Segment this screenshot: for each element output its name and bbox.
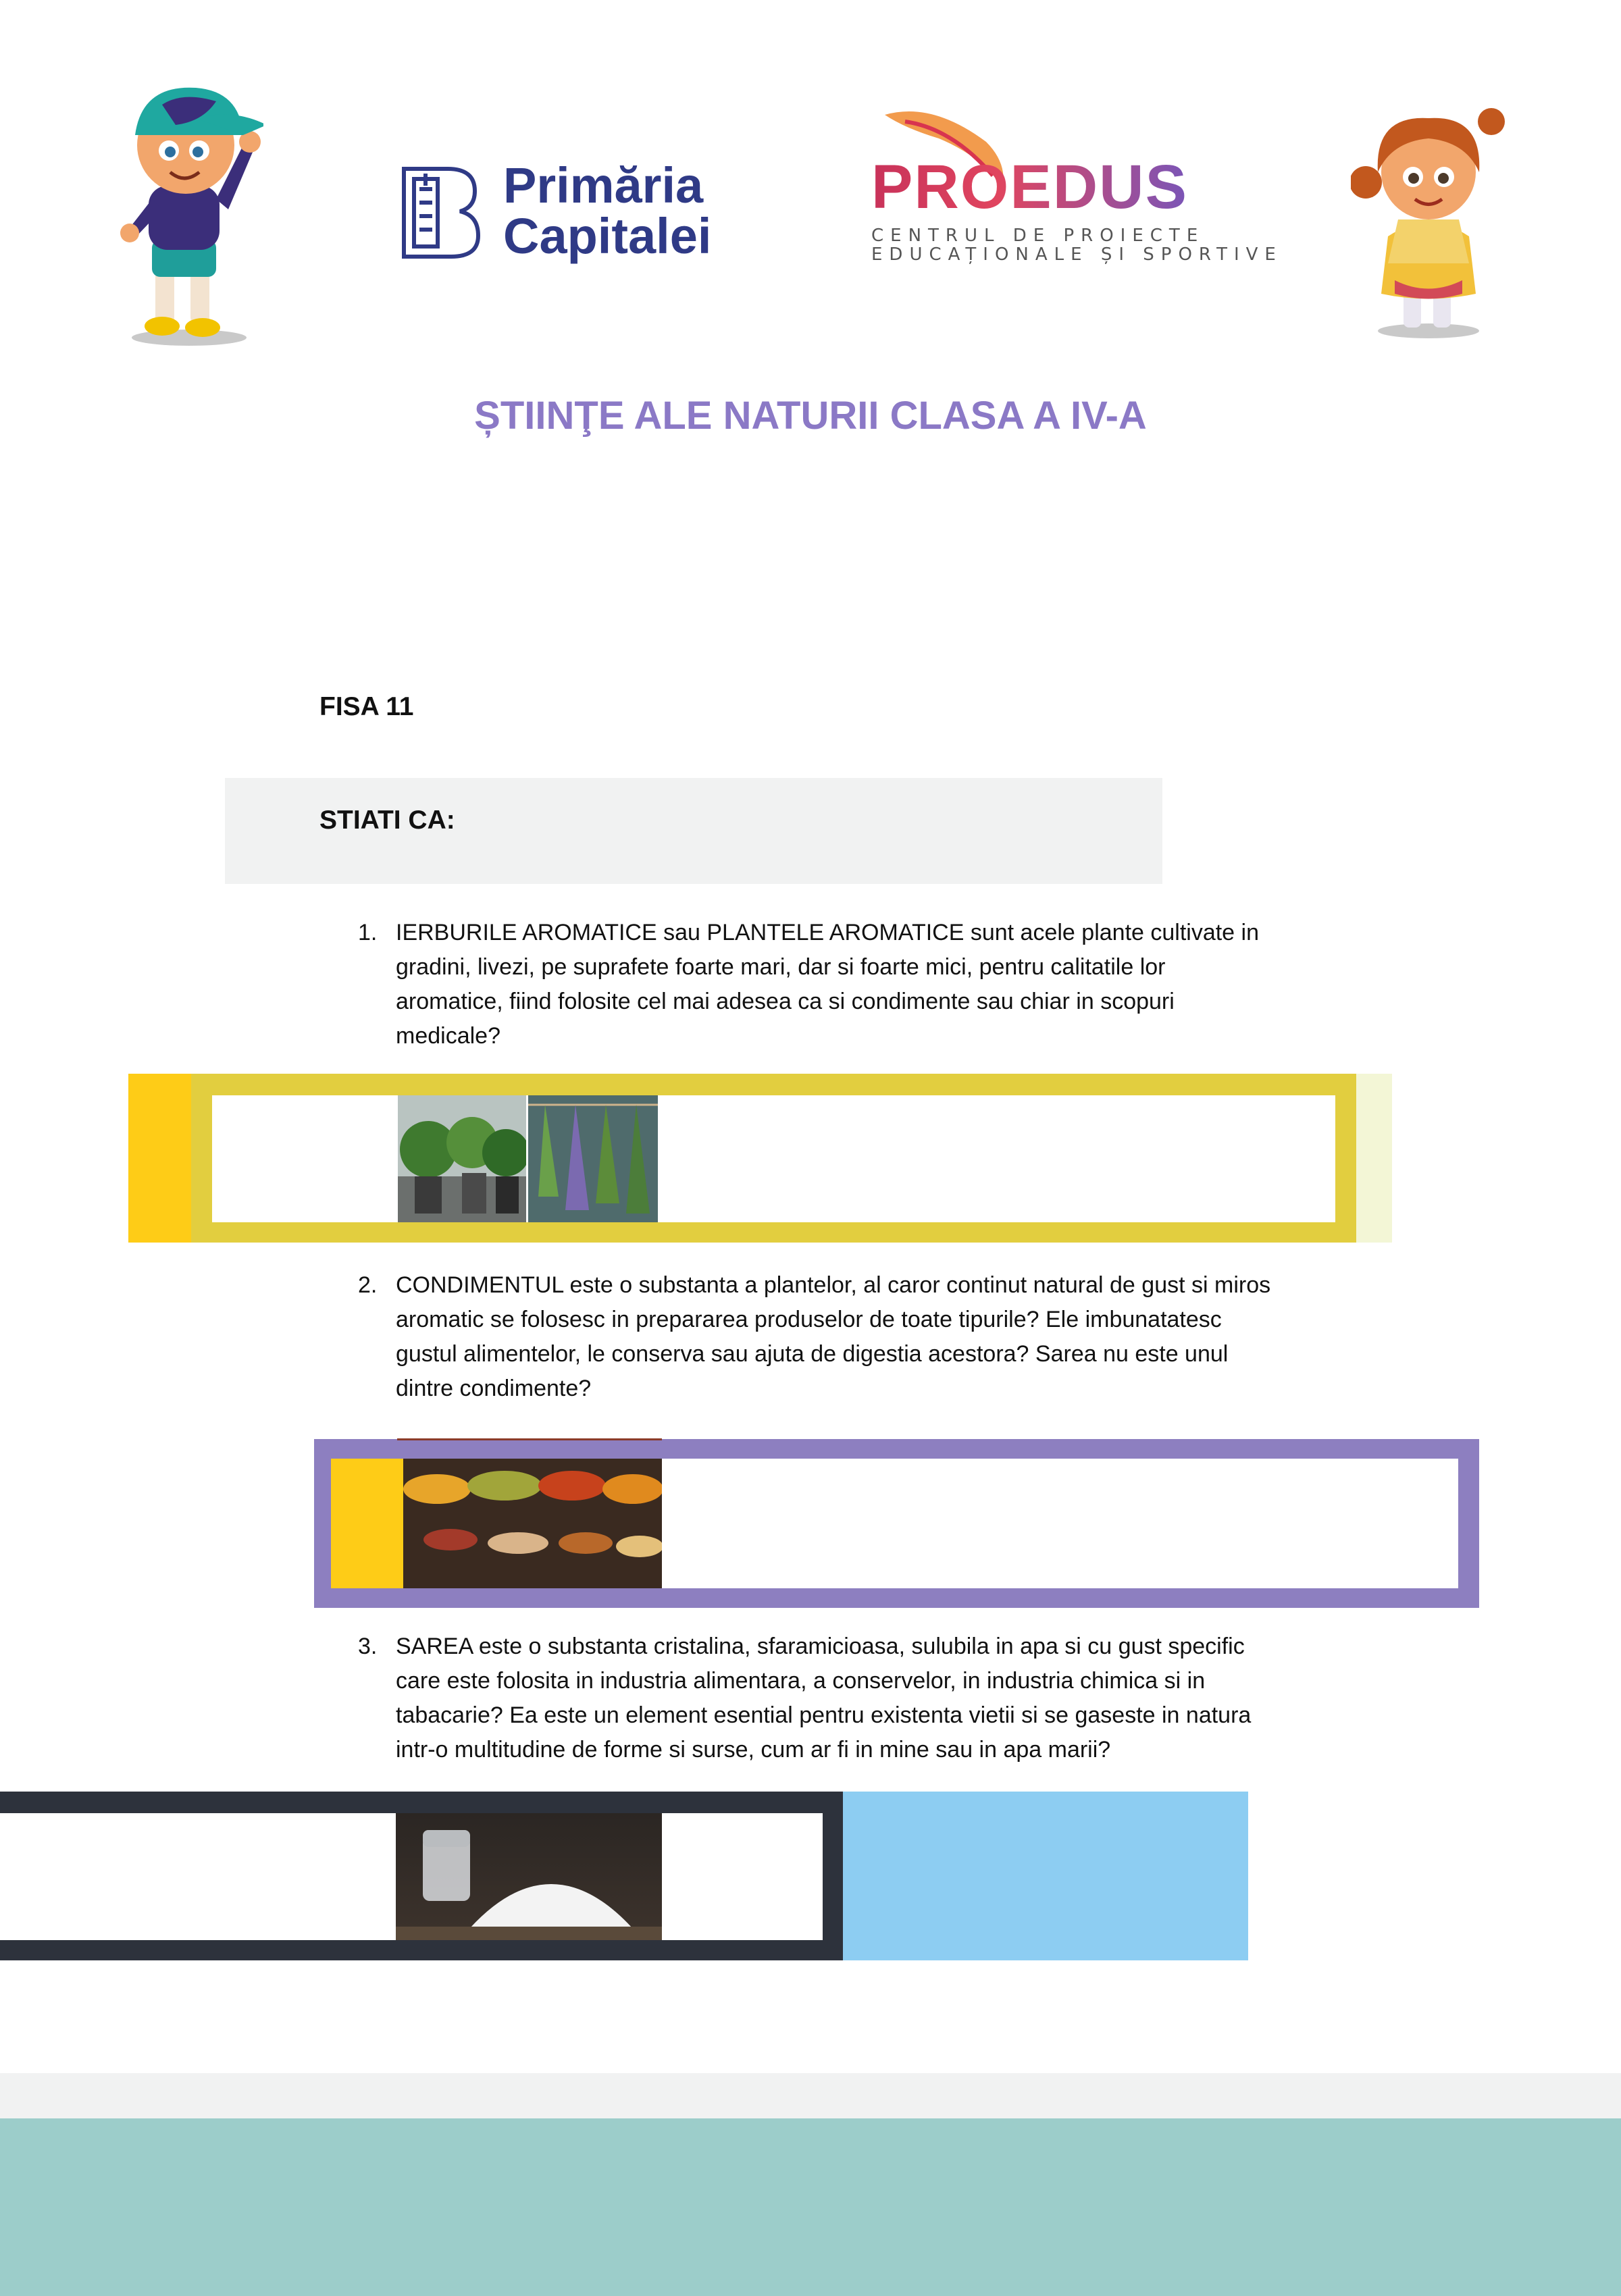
footer-band-teal xyxy=(0,2118,1621,2296)
item-number: 3. xyxy=(358,1634,378,1659)
primaria-logo-line1: Primăria xyxy=(503,157,704,213)
girl-mascot-icon xyxy=(1351,101,1506,341)
frame1-left-accent xyxy=(128,1074,191,1243)
stiati-heading: STIATI CA: xyxy=(319,806,455,835)
proedus-logo-sub1: CENTRUL DE PROIECTE xyxy=(871,226,1205,246)
item-number: 1. xyxy=(358,920,378,945)
list-item xyxy=(358,916,1277,1058)
list-item xyxy=(358,1268,1277,1410)
item-number: 2. xyxy=(358,1272,378,1298)
salt-image xyxy=(396,1813,662,1940)
hanging-herbs-image xyxy=(528,1095,658,1222)
item-text: IERBURILE AROMATICE sau PLANTELE AROMATICE sunt acele plante cultivate in gradini, livezi, pe suprafete foarte mari, dar si foarte mici, pentru calitatile lor aromatice, fiind folosite cel mai adesea ca si condimente sau chiar in scopuri medicale? xyxy=(396,920,1260,1049)
footer-band-light xyxy=(0,2073,1621,2118)
spices-image-top-edge xyxy=(397,1438,662,1440)
spices-image xyxy=(403,1459,662,1588)
proedus-logo-word: PROEDUS xyxy=(871,153,1188,221)
frame2-left-accent xyxy=(331,1459,403,1588)
primaria-logo-line2: Capitalei xyxy=(503,208,712,264)
page-title: ȘTIINŢE ALE NATURII CLASA A IV-A xyxy=(474,394,1147,438)
primaria-b-logo-icon xyxy=(401,165,482,260)
proedus-logo-sub2: EDUCAȚIONALE ȘI SPORTIVE xyxy=(871,244,1283,265)
boy-mascot-icon xyxy=(115,71,263,348)
item-text: SAREA este o substanta cristalina, sfaramicioasa, sulubila in apa si cu gust specific care este folosita in industria alimentara, a conservelor, in industria chimica si in tabacarie? Ea este un element esential pentru existenta vietii si se gaseste in natura intr-o multitudine de forme si surse, cum ar fi in mine sau in apa marii? xyxy=(396,1634,1252,1763)
frame1-right-accent xyxy=(1356,1074,1392,1243)
herbs-pots-image xyxy=(398,1095,526,1222)
item-text: CONDIMENTUL este o substanta a plantelor, al caror continut natural de gust si miros aromatic se folosesc in prepararea produselor de toate tipurile? Ele imbunatatesc gustul alimentelor, le conserva sau ajuta de digestia acestora? Sarea nu este unul dintre condimente? xyxy=(396,1272,1271,1401)
frame3-right-accent xyxy=(843,1792,1248,1960)
list-item xyxy=(358,1629,1277,1771)
frame1-inner xyxy=(212,1095,1335,1222)
worksheet-number: FISA 11 xyxy=(319,692,414,721)
